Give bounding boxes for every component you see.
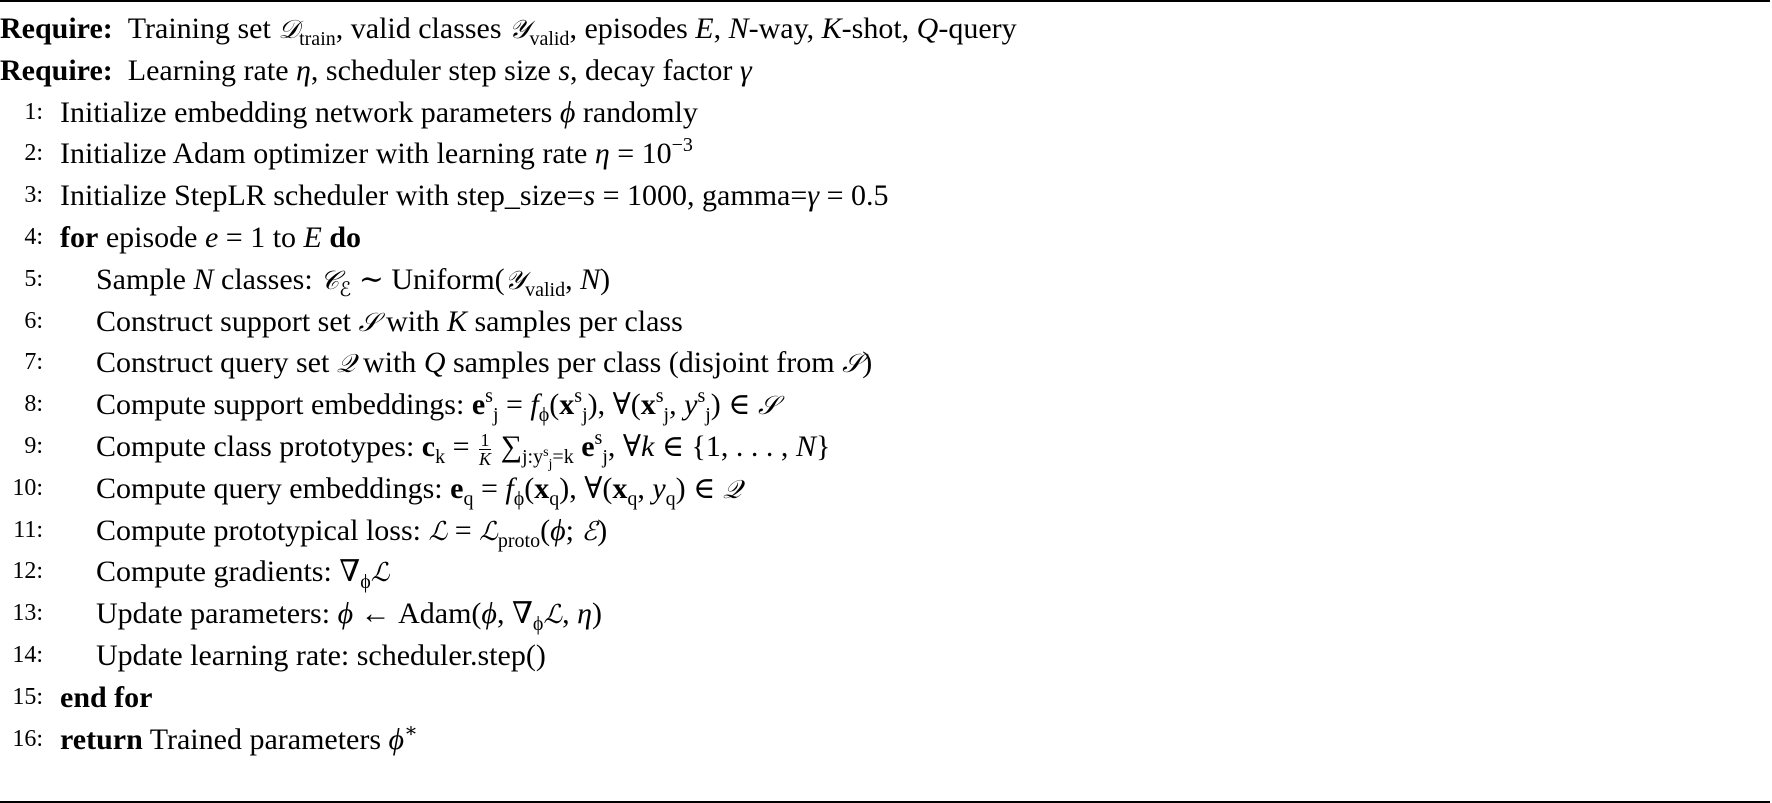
math-b: x (559, 388, 575, 422)
math-sup: ∗ (404, 719, 418, 742)
require-line (0, 50, 1772, 92)
text-segment: , (713, 12, 729, 45)
text-segment: ) ∈ (675, 471, 723, 505)
math-b: end for (60, 680, 153, 714)
line-number: 12: (12, 558, 43, 585)
text-segment: , valid classes (335, 12, 510, 45)
require-keyword: Require: (0, 53, 113, 87)
text-segment: = (447, 513, 480, 547)
line-number: 1: (24, 98, 43, 125)
math-sc: ℒ (543, 600, 563, 631)
math-i: Q (423, 346, 446, 380)
text-segment: ← Adam( (353, 597, 482, 631)
text-segment: classes: (213, 262, 321, 296)
math-i: η (594, 137, 610, 171)
line-number: 15: (12, 683, 43, 710)
math-sub: valid (525, 278, 566, 301)
math-i: ϕ (559, 95, 576, 129)
text-segment: Construct query set (96, 346, 337, 380)
math-sc: 𝒬 (336, 349, 356, 380)
math-i: ϕ (481, 597, 497, 631)
math-i: ϕ (388, 722, 405, 756)
line-number: 13: (12, 600, 43, 627)
text-segment: Compute class prototypes: (96, 429, 422, 463)
math-sc: 𝒮 (842, 349, 863, 380)
math-sc: 𝒴 (509, 15, 530, 45)
require-body (0, 50, 752, 92)
math-sub: q (665, 487, 676, 510)
line-number: 3: (24, 182, 43, 209)
math-b: return (60, 722, 143, 756)
math-sc: ℒ (479, 516, 498, 547)
line-body (96, 426, 831, 472)
text-segment: Initialize Adam optimizer with learning rate (60, 137, 595, 171)
line-number: 11: (13, 516, 43, 543)
math-sub: valid (529, 28, 570, 50)
text-segment: = 1 to (218, 220, 304, 254)
text-segment: randomly (575, 95, 698, 129)
math-sub: ϕ (360, 571, 371, 594)
math-sub: q (463, 487, 474, 510)
line-body (96, 551, 390, 595)
line-body (96, 468, 742, 512)
line-body (60, 175, 889, 217)
math-i: γ (807, 179, 820, 213)
line-body (60, 719, 418, 761)
line-number: 7: (24, 349, 43, 376)
algorithm-top-rule (0, 0, 1770, 2)
require-line (0, 8, 1772, 50)
text-segment: Training set (127, 12, 279, 45)
text-segment: Initialize StepLR scheduler with step_size= (60, 179, 584, 213)
text-segment: ), ∀( (559, 471, 613, 505)
algorithm-line (0, 551, 1772, 593)
math-sc: 𝒮 (358, 307, 379, 338)
line-number: 9: (24, 432, 43, 459)
algorithm-line (0, 593, 1772, 635)
algorithm-line (0, 217, 1772, 259)
text-segment: , scheduler step size (310, 53, 559, 87)
math-sub: j:ysj=k (521, 444, 574, 472)
math-sub: k (435, 445, 446, 468)
algorithm-line (0, 719, 1772, 761)
math-b: e (450, 471, 464, 505)
math-i: k (641, 429, 655, 463)
math-b: e (471, 388, 486, 422)
line-number: 16: (12, 725, 43, 752)
text-segment: with (378, 304, 447, 338)
math-i: f (505, 471, 514, 505)
text-segment: episode (98, 220, 205, 254)
algorithm-line (0, 468, 1772, 510)
text-segment: samples per class (disjoint from (445, 346, 843, 380)
math-sup: s (485, 385, 493, 408)
text-segment: , ∀ (607, 429, 641, 463)
line-body (96, 342, 872, 386)
line-body (96, 510, 607, 554)
math-sc: ℰ (581, 516, 598, 547)
math-i: E (303, 220, 322, 254)
math-sub: proto (497, 529, 541, 552)
text-segment: ) (597, 513, 608, 547)
math-sc: 𝒞 (320, 265, 340, 296)
fraction: $\frac{1}{K}$ (479, 429, 492, 469)
text-segment: Learning rate (127, 53, 297, 87)
math-b: x (612, 471, 628, 505)
math-i: η (577, 597, 593, 631)
text-segment: = (473, 471, 506, 505)
math-sc: 𝒬 (722, 474, 742, 505)
text-segment: = (445, 429, 478, 463)
text-segment: = 10 (609, 137, 672, 171)
line-number: 5: (24, 265, 43, 292)
text-segment: , (669, 388, 685, 422)
math-i: K (446, 304, 467, 338)
line-number: 8: (24, 391, 43, 418)
algorithm-line (0, 510, 1772, 552)
math-b: x (534, 471, 550, 505)
require-body (0, 8, 1017, 52)
text-segment: = (498, 388, 531, 422)
math-sup: −3 (671, 134, 693, 157)
line-body (60, 133, 693, 175)
text-segment: Sample (96, 262, 194, 296)
text-segment: ) (592, 597, 603, 631)
text-segment: with (355, 346, 424, 380)
text-segment: } (815, 429, 831, 463)
math-sc: 𝒮 (758, 391, 779, 422)
line-number: 10: (12, 474, 43, 501)
math-i: E (695, 12, 714, 45)
math-i: e (204, 220, 219, 254)
text-segment: -shot, (841, 12, 917, 45)
text-segment: ∑ (493, 429, 522, 463)
algorithm-line (0, 133, 1772, 175)
algorithm-block (0, 8, 1772, 760)
line-body (60, 217, 361, 259)
algorithm-line (0, 92, 1772, 134)
algorithm-line (0, 301, 1772, 343)
text-segment: ∼ Uniform( (351, 262, 505, 296)
require-keyword: Require: (0, 12, 113, 45)
text-segment: = 1000, gamma= (595, 179, 808, 213)
math-i: y (652, 471, 666, 505)
text-segment: , episodes (569, 12, 696, 45)
text-segment: ), ∀( (587, 388, 641, 422)
text-segment: ( (549, 388, 560, 422)
math-i: N (580, 262, 601, 296)
algorithm-line (0, 175, 1772, 217)
math-i: K (821, 12, 842, 45)
line-number: 6: (24, 307, 43, 334)
line-body (96, 259, 610, 303)
math-i: Q (916, 12, 939, 45)
math-sub: train (299, 28, 336, 50)
algorithm-line (0, 259, 1772, 301)
line-body (60, 677, 153, 719)
math-b: for (60, 220, 99, 254)
algorithm-line (0, 677, 1772, 719)
text-segment: Compute query embeddings: (96, 471, 451, 505)
line-number: 2: (24, 140, 43, 167)
text-segment: Update learning rate: scheduler.step() (96, 638, 546, 672)
text-segment: Update parameters: (96, 597, 338, 631)
line-body (96, 593, 602, 637)
text-segment: Initialize embedding network parameters (60, 95, 560, 129)
text-segment: , (565, 262, 581, 296)
text-segment: -way, (748, 12, 822, 45)
math-sup: s (594, 426, 603, 449)
math-sc: 𝒟 (278, 15, 300, 45)
math-b: do (329, 220, 362, 254)
math-i: η (296, 53, 311, 87)
math-i: N (795, 429, 816, 463)
line-number: 14: (12, 641, 43, 668)
text-segment: Trained parameters (142, 722, 389, 756)
line-number: 4: (24, 223, 43, 250)
text-segment: = 0.5 (819, 179, 889, 213)
line-body (60, 92, 698, 134)
math-i: s (583, 179, 596, 213)
algorithm-line (0, 635, 1772, 677)
math-i: N (193, 262, 214, 296)
text-segment: ; (565, 513, 582, 547)
algorithm-line (0, 426, 1772, 472)
math-sc: 𝒴 (504, 265, 526, 296)
math-sup: s (574, 385, 583, 408)
math-b: x (640, 388, 656, 422)
math-sub: q (627, 487, 638, 510)
text-segment: , decay factor (570, 53, 740, 87)
text-segment: ) (862, 346, 873, 380)
text-segment: , (637, 471, 653, 505)
algorithm-line (0, 384, 1772, 426)
text-segment: ) (600, 262, 611, 296)
math-sub: ϕ (532, 613, 544, 636)
line-body (96, 635, 546, 677)
math-sup: s (697, 385, 706, 408)
math-sub: j (602, 445, 608, 468)
text-segment: samples per class (466, 304, 683, 338)
text-segment: , (562, 597, 578, 631)
math-sub: j (492, 404, 499, 427)
math-i: s (558, 53, 571, 87)
math-sub: j (663, 404, 670, 427)
text-segment: Compute prototypical loss: (96, 513, 429, 547)
text-segment: -query (938, 12, 1017, 45)
math-sub: ϕ (538, 404, 550, 427)
math-i: N (728, 12, 749, 45)
math-sub: q (549, 487, 560, 510)
math-b: c (421, 429, 436, 463)
math-sub: ℰ (339, 278, 352, 301)
math-sub: j (705, 404, 711, 427)
text-segment: Construct support set (96, 304, 359, 338)
text-segment: ∈ {1, . . . , (654, 429, 796, 463)
text-segment: ( (540, 513, 551, 547)
math-i: γ (739, 53, 752, 87)
text-segment: ( (524, 471, 535, 505)
algorithm-line (0, 342, 1772, 384)
text-segment: ) ∈ (710, 388, 758, 422)
math-i: ϕ (337, 597, 354, 631)
math-sup: s (655, 385, 664, 408)
line-body (96, 301, 683, 345)
math-sc: ℒ (370, 558, 390, 589)
math-sub: ϕ (513, 487, 525, 510)
math-i: ϕ (550, 513, 566, 547)
text-segment: Compute support embeddings: (96, 388, 472, 422)
math-b: e (581, 429, 595, 463)
math-sc: ℒ (428, 516, 448, 547)
math-i: f (530, 388, 539, 422)
text-segment: Compute gradients: ∇ (96, 555, 361, 589)
math-sub: j (582, 404, 588, 427)
line-body (96, 384, 778, 428)
text-segment: , ∇ (496, 597, 533, 631)
math-i: y (684, 388, 698, 422)
